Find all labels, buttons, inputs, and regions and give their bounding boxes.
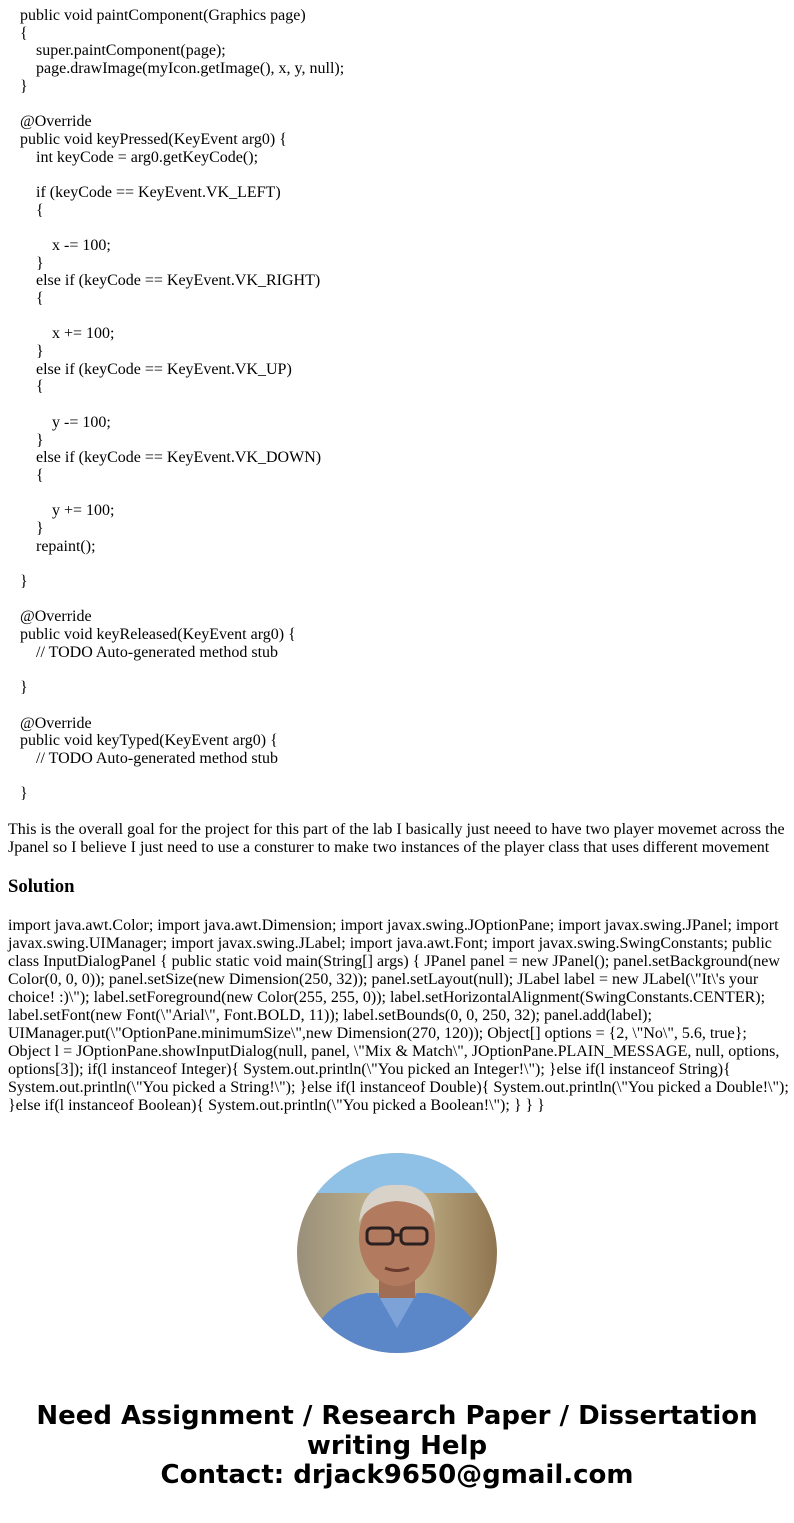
code-line	[4, 308, 344, 326]
code-line: }	[36, 431, 44, 449]
code-line: super.paintComponent(page);	[36, 42, 226, 60]
code-line: repaint();	[36, 537, 96, 555]
code-line: // TODO Auto-generated method stub	[36, 643, 279, 661]
code-line	[4, 219, 344, 237]
code-line: }	[20, 679, 28, 697]
question-text: This is the overall goal for the project for this part of the lab I basically just neeed to have two player movemet across the Jpanel so I believe I just need to use a consturer to make two instances of the player class that uses different movement	[8, 821, 785, 857]
code-line: @Override	[20, 608, 92, 626]
footer-contact-email: Contact: drjack9650@gmail.com	[160, 1460, 634, 1490]
code-line: }	[36, 343, 44, 361]
code-line: }	[20, 573, 28, 590]
solution-text: import java.awt.Color; import java.awt.Dimension; import javax.swing.JOptionPane; import javax.swing.JPanel; import javax.swing.UIManager; import javax.swing.JLabel; import java.awt.Font; import javax.swing.SwingConstants; public class InputDialogPanel { public static void main(String[] args) { JPanel panel = new JPanel(); panel.setBackground(new Color(0, 0, 0)); panel.setSize(new Dimension(250, 32)); panel.setLayout(null); JLabel label = new JLabel(\"It\'s your choice! :)\"); label.setForeground(new Color(255, 255, 0)); label.setHorizontalAlignment(SwingConstants.CENTER); label.setFont(new Font(\"Arial\", Font.BOLD, 11)); label.setBounds(0, 0, 250, 32); panel.add(label); UIManager.put(\"OptionPane.minimumSize\",new Dimension(270, 120)); Object[] options = {2, \"No\", 5.6, true}; Object l = JOptionPane.showInputDialog(null, panel, \"Mix & Match\", JOptionPane.PLAIN_MESSAGE, null, options, options[3]); if(l instanceof Integer){ System.out.println(\"You picked an Integer!\"); }else if(l instanceof String){ System.out.println(\"You picked a String!\"); }else if(l instanceof Double){ System.out.println(\"You picked a Double!\"); }else if(l instanceof Boolean){ System.out.println(\"You picked a Boolean!\"); } } }	[8, 917, 789, 1114]
code-line	[4, 591, 344, 609]
footer-line-2: writing Help	[306, 1430, 488, 1461]
code-line: y -= 100;	[52, 413, 111, 431]
code-line: @Override	[20, 714, 92, 732]
code-line: {	[36, 201, 44, 219]
code-line: public void keyPressed(KeyEvent arg0) {	[20, 130, 287, 148]
code-line: }	[20, 77, 28, 95]
code-line	[4, 396, 344, 414]
code-line: {	[20, 24, 28, 42]
contact-footer	[0, 1402, 794, 1491]
code-line: }	[20, 785, 28, 803]
code-line: else if (keyCode == KeyEvent.VK_RIGHT)	[36, 272, 321, 290]
code-line: // TODO Auto-generated method stub	[36, 749, 279, 767]
code-line: @Override	[20, 113, 92, 131]
code-line: public void keyReleased(KeyEvent arg0) {	[20, 626, 296, 644]
code-line: }	[36, 254, 44, 272]
code-line: x -= 100;	[52, 236, 111, 254]
code-line: {	[36, 466, 44, 484]
solution-heading: Solution	[8, 876, 75, 897]
code-line	[4, 697, 344, 715]
code-line	[4, 661, 344, 679]
code-line: int keyCode = arg0.getKeyCode();	[36, 148, 259, 166]
code-line: y += 100;	[52, 502, 115, 520]
code-line	[4, 166, 344, 184]
code-line: {	[36, 290, 44, 307]
code-line: {	[36, 378, 44, 396]
code-line: public void paintComponent(Graphics page)	[20, 7, 306, 24]
code-line: public void keyTyped(KeyEvent arg0) {	[20, 732, 278, 750]
footer-line-1: Need Assignment / Research Paper / Dissertation	[36, 1401, 758, 1431]
code-line	[4, 95, 344, 113]
code-line	[4, 555, 344, 573]
code-line: }	[36, 519, 44, 537]
code-line: if (keyCode == KeyEvent.VK_LEFT)	[36, 183, 281, 201]
code-line	[4, 768, 344, 786]
author-avatar	[297, 1153, 497, 1353]
code-line: else if (keyCode == KeyEvent.VK_DOWN)	[36, 449, 322, 467]
code-line	[4, 485, 344, 503]
code-line: else if (keyCode == KeyEvent.VK_UP)	[36, 360, 292, 378]
code-line: x += 100;	[52, 325, 115, 343]
code-line: page.drawImage(myIcon.getImage(), x, y, null);	[36, 60, 345, 78]
question-code-block	[4, 7, 344, 803]
